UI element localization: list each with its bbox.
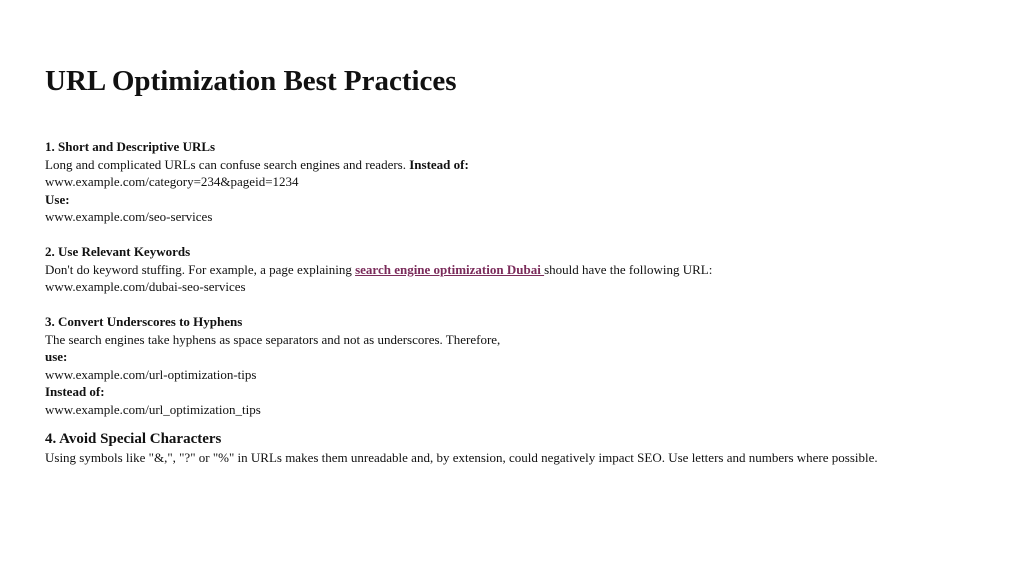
spacer (45, 226, 1005, 244)
spacer (45, 296, 1005, 314)
bad-url-example: www.example.com/category=234&pageid=1234 (45, 174, 299, 189)
use-label: use: (45, 349, 68, 364)
section-relevant-keywords (45, 243, 1005, 296)
section-text-line (45, 261, 1005, 279)
section-underscores-to-hyphens (45, 313, 1005, 418)
section-heading: 4. Avoid Special Characters (45, 431, 222, 447)
seo-dubai-link[interactable]: search engine optimization Dubai (355, 261, 545, 277)
instead-of-label: Instead of: (45, 384, 105, 399)
article-body (45, 138, 1005, 467)
use-label: Use: (45, 191, 70, 207)
instead-of-label: Instead of: (409, 156, 469, 172)
bad-url-example: www.example.com/url_optimization_tips (45, 401, 261, 417)
section-special-characters (45, 429, 1005, 467)
section-short-descriptive-urls (45, 138, 1005, 226)
url-example: www.example.com/dubai-seo-services (45, 279, 246, 294)
section-text: The search engines take hyphens as space separators and not as underscores. Therefore, (45, 331, 501, 347)
section-heading: 1. Short and Descriptive URLs (45, 139, 216, 154)
page-title: URL Optimization Best Practices (45, 65, 457, 97)
section-text-after: should have the following URL: (544, 261, 713, 277)
good-url-example: www.example.com/seo-services (45, 209, 213, 224)
good-url-example: www.example.com/url-optimization-tips (45, 366, 257, 382)
section-text: Long and complicated URLs can confuse search engines and readers. (45, 156, 410, 172)
section-heading: 3. Convert Underscores to Hyphens (45, 314, 243, 329)
section-heading: 2. Use Relevant Keywords (45, 244, 191, 259)
spacer (45, 418, 1005, 428)
section-text-line (45, 156, 1005, 174)
section-text: Using symbols like "&,", "?" or "%" in URLs makes them unreadable and, by extension, could negatively impact SEO. Use letters and numbers where possible. (45, 450, 878, 465)
section-text-before: Don't do keyword stuffing. For example, a page explaining (45, 261, 356, 277)
